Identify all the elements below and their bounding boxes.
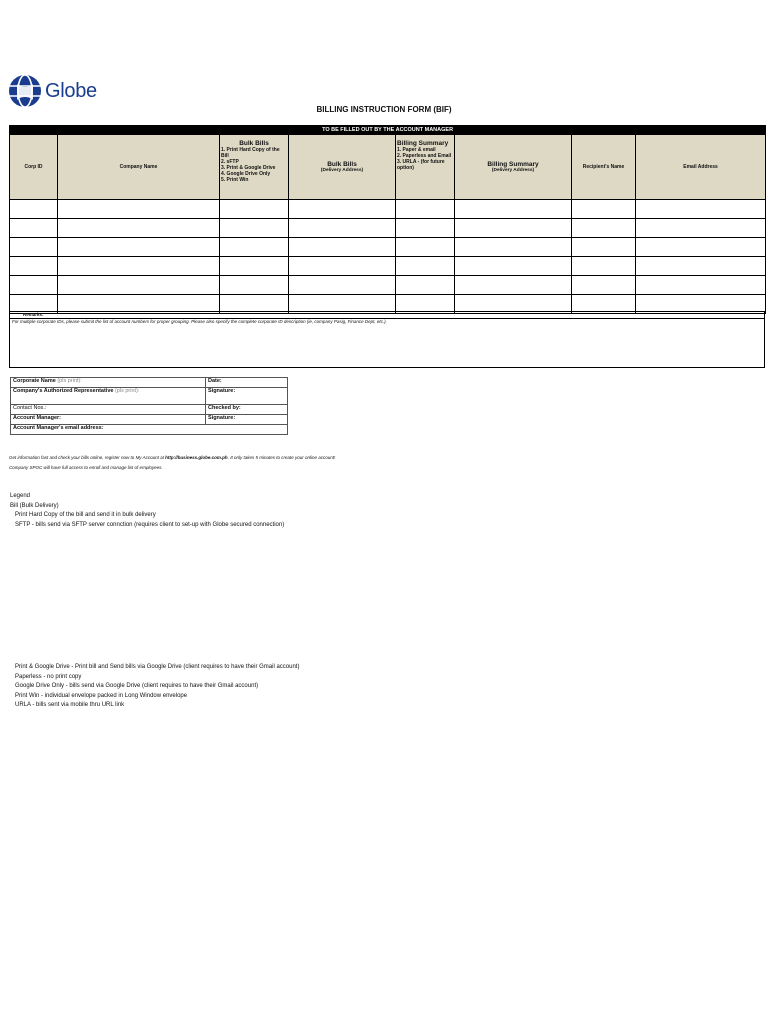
recipient-name-cell[interactable]: [572, 257, 636, 276]
legend-item: Paperless - no print copy: [15, 673, 82, 680]
corporate-name-hint: (pls print):: [57, 378, 82, 384]
checked-by-field[interactable]: Checked by:: [206, 405, 288, 415]
email-address-cell[interactable]: [636, 238, 766, 257]
billing-summary-option: 1. Paper & email: [397, 147, 436, 153]
table-banner: TO BE FILLED OUT BY THE ACCOUNT MANAGER: [10, 126, 766, 135]
bulk-bills-option: 2. sFTP: [221, 159, 239, 165]
remarks-box[interactable]: [9, 311, 765, 368]
legend-item: Print & Google Drive - Print bill and Send bills via Google Drive (client requires to have their Gmail account): [15, 664, 300, 670]
date-field[interactable]: Date:: [206, 378, 288, 388]
corp-id-cell[interactable]: [10, 257, 58, 276]
bulk-bills-option: 5. Print Win: [221, 177, 249, 183]
note-text-b: . It only takes 5 minutes to create your online account!: [227, 455, 336, 460]
email-address-cell[interactable]: [636, 257, 766, 276]
billing-summary-cell[interactable]: [396, 200, 455, 219]
recipient-name-cell[interactable]: [572, 276, 636, 295]
billing-summary-cell[interactable]: [396, 219, 455, 238]
billing-summary-cell[interactable]: [396, 276, 455, 295]
bulk-bills-delivery-cell[interactable]: [289, 219, 396, 238]
billing-summary-delivery-sub: (Delivery Address): [491, 168, 535, 173]
billing-summary-delivery-cell[interactable]: [455, 257, 572, 276]
billing-summary-delivery-title: Billing Summary: [487, 161, 539, 168]
legend-item: Print Hard Copy of the bill and send it in bulk delivery: [15, 512, 156, 518]
brand-name: Globe: [45, 79, 97, 102]
bulk-bills-delivery-cell[interactable]: [289, 238, 396, 257]
signature-table: [10, 377, 288, 435]
company-name-cell[interactable]: [58, 276, 220, 295]
legend-title: Legend: [10, 493, 31, 499]
account-manager-field[interactable]: Account Manager:: [11, 415, 206, 425]
email-address-cell[interactable]: [636, 200, 766, 219]
legend-group: Bill (Bulk Delivery): [10, 502, 59, 509]
corp-id-cell[interactable]: [10, 200, 58, 219]
signature-field[interactable]: Signature:: [206, 388, 288, 405]
bulk-bills-title: Bulk Bills: [239, 140, 269, 147]
recipient-name-cell[interactable]: [572, 219, 636, 238]
billing-summary-delivery-cell[interactable]: [455, 219, 572, 238]
header-billing-summary-delivery: [455, 135, 572, 200]
email-address-cell[interactable]: [636, 276, 766, 295]
header-recipient-name: Recipient's Name: [572, 135, 636, 200]
recipient-name-cell[interactable]: [572, 238, 636, 257]
email-address-cell[interactable]: [636, 219, 766, 238]
table-row: [10, 200, 766, 219]
table-row: [10, 257, 766, 276]
billing-summary-delivery-cell[interactable]: [455, 238, 572, 257]
billing-summary-delivery-cell[interactable]: [455, 200, 572, 219]
bulk-bills-cell[interactable]: [220, 219, 289, 238]
corp-id-cell[interactable]: [10, 238, 58, 257]
billing-table: [9, 125, 766, 314]
company-name-cell[interactable]: [58, 238, 220, 257]
header-email-address: Email Address: [636, 135, 766, 200]
recipient-name-cell[interactable]: [572, 200, 636, 219]
corporate-name-field[interactable]: [11, 378, 206, 388]
bulk-bills-cell[interactable]: [220, 276, 289, 295]
legend-item: Google Drive Only - bills send via Google Drive (client requires to have their Gmail account): [15, 683, 259, 689]
globe-logo-icon: [8, 74, 42, 108]
legend-item: Print Win - individual envelope packed in Long Window envelope: [15, 692, 188, 699]
bulk-bills-cell[interactable]: [220, 200, 289, 219]
corporate-name-label: Corporate Name: [13, 378, 56, 384]
table-row: [10, 219, 766, 238]
legend-bottom: [10, 663, 299, 711]
header-corp-id: Corp ID: [10, 135, 58, 200]
billing-summary-cell[interactable]: [396, 238, 455, 257]
header-company-name: Company Name: [58, 135, 220, 200]
bulk-bills-delivery-cell[interactable]: [289, 257, 396, 276]
contact-nos-field[interactable]: Contact Nos.:: [11, 405, 206, 415]
bulk-bills-cell[interactable]: [220, 257, 289, 276]
billing-summary-option: 3. URLA - (for future option): [397, 159, 445, 171]
billing-summary-title: Billing Summary: [397, 140, 449, 147]
bulk-bills-delivery-sub: (Delivery Address): [320, 168, 364, 173]
legend-top: [10, 492, 284, 530]
bulk-bills-cell[interactable]: [220, 238, 289, 257]
company-name-cell[interactable]: [58, 200, 220, 219]
bulk-bills-option: 1. Print Hard Copy of the Bill: [221, 147, 280, 159]
header-bulk-bills-delivery: [289, 135, 396, 200]
remarks-text: For multiple corporate IDs, please submit the list of account numbers for proper grouping. Please also specify the complete corporate ID description (ie, company Pasig, Finance Dept, etc.).: [12, 319, 387, 324]
spoc-note: Company SPOC will have full access to enroll and manage list of employees.: [9, 465, 163, 470]
billing-summary-cell[interactable]: [396, 257, 455, 276]
am-signature-field[interactable]: Signature:: [206, 415, 288, 425]
billing-summary-option: 2. Paperless and Email: [397, 153, 452, 159]
table-row: [10, 276, 766, 295]
corp-id-cell[interactable]: [10, 276, 58, 295]
bulk-bills-option: 4. Google Drive Only: [221, 171, 271, 177]
legend-item: URLA - bills sent via mobile thru URL link: [15, 702, 125, 708]
am-email-field[interactable]: Account Manager's email address:: [11, 425, 288, 435]
legend-item: SFTP - bills send via SFTP server connction (requires client to set-up with Globe secured connection): [15, 521, 285, 528]
globe-logo: [8, 74, 97, 108]
bulk-bills-option: 3. Print & Google Drive: [221, 165, 276, 171]
online-account-note: [9, 455, 335, 460]
header-billing-summary: [396, 135, 455, 200]
bulk-bills-delivery-cell[interactable]: [289, 276, 396, 295]
company-name-cell[interactable]: [58, 219, 220, 238]
note-text-a: Get information fast and check your bills online, register now to My Account at: [9, 455, 166, 460]
bulk-bills-delivery-cell[interactable]: [289, 200, 396, 219]
authorized-rep-hint: (pls print):: [114, 388, 140, 394]
authorized-rep-field[interactable]: [11, 388, 206, 405]
form-title: BILLING INSTRUCTION FORM (BIF): [316, 105, 452, 114]
remarks-label: Remarks:: [10, 312, 764, 319]
my-account-link[interactable]: http://business.globe.com.ph: [165, 455, 228, 460]
company-name-cell[interactable]: [58, 257, 220, 276]
billing-summary-delivery-cell[interactable]: [455, 276, 572, 295]
corp-id-cell[interactable]: [10, 219, 58, 238]
bulk-bills-delivery-title: Bulk Bills: [327, 161, 357, 168]
table-row: [10, 238, 766, 257]
header-bulk-bills: [220, 135, 289, 200]
authorized-rep-label: Company's Authorized Representative: [13, 388, 114, 394]
